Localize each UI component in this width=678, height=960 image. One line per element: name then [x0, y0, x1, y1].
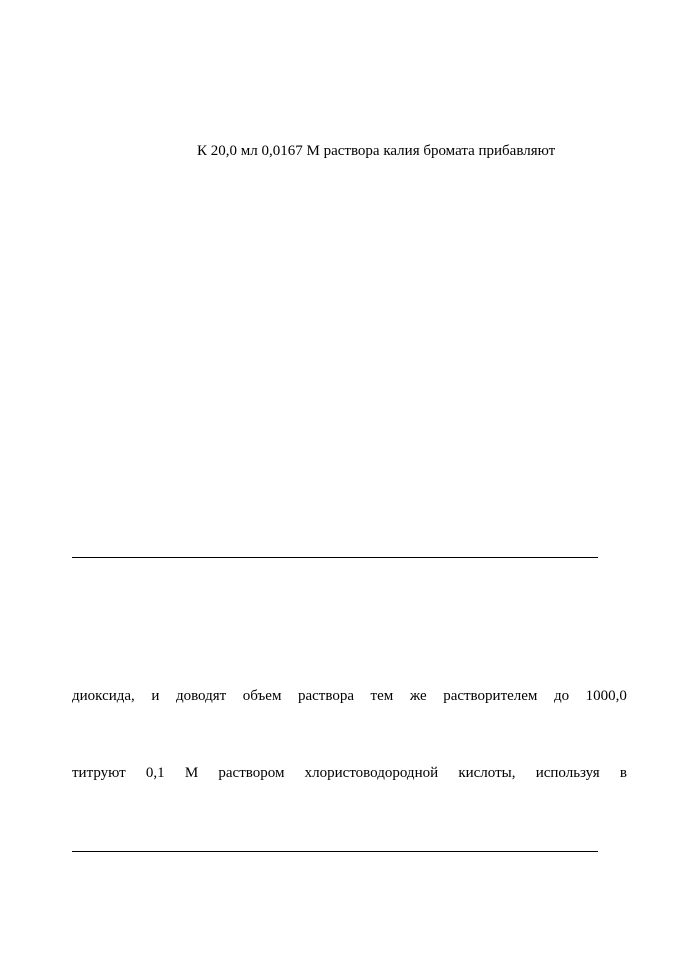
text-line-1: К 20,0 мл 0,0167 М раствора калия бромата прибавляют: [197, 143, 556, 159]
word: кислоты,: [458, 765, 516, 781]
word: 0,1: [145, 765, 165, 781]
word: 1000,0: [585, 688, 627, 704]
text-line-3: [72, 764, 627, 782]
word: и: [151, 688, 160, 704]
word: хлористоводородной: [304, 765, 439, 781]
word: в: [619, 765, 627, 781]
word: доводят: [175, 688, 227, 704]
text-line-2: [72, 687, 627, 705]
word: до: [553, 688, 570, 704]
word: объем: [242, 688, 282, 704]
word: раствором: [218, 765, 285, 781]
word: М: [184, 765, 199, 781]
word: раствора: [297, 688, 354, 704]
horizontal-rule-1: [72, 557, 598, 558]
word: диоксида,: [72, 688, 135, 704]
word: же: [409, 688, 427, 704]
horizontal-rule-2: [72, 851, 598, 852]
word: используя: [535, 765, 600, 781]
word: тем: [370, 688, 394, 704]
word: растворителем: [443, 688, 538, 704]
word: титруют: [72, 765, 126, 781]
